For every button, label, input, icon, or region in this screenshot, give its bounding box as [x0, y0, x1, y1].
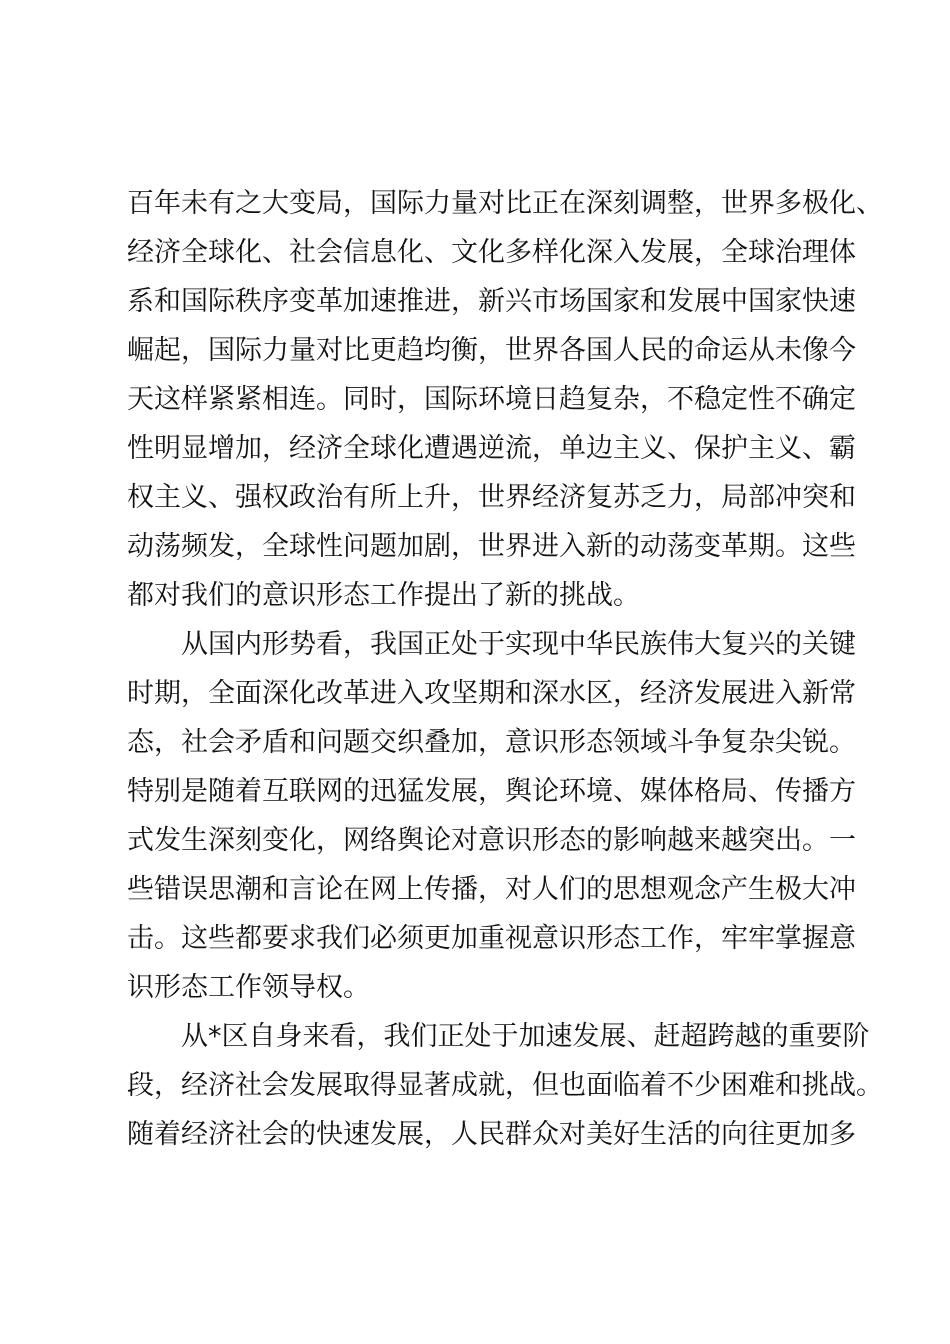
text-line: 式发生深刻变化，网络舆论对意识形态的影响越来越突出。一: [127, 825, 856, 856]
text-line: 特别是随着互联网的迅猛发展，舆论环境、媒体格局、传播方: [127, 776, 856, 807]
text-line: 权主义、强权政治有所上升，世界经济复苏乏力，局部冲突和: [127, 482, 856, 513]
text-line: 识形态工作领导权。: [127, 972, 370, 1003]
text-line: 百年未有之大变局，国际力量对比正在深刻调整，世界多极化、: [127, 188, 883, 219]
text-line: 从国内形势看，我国正处于实现中华民族伟大复兴的关键: [181, 629, 856, 660]
text-line: 都对我们的意识形态工作提出了新的挑战。: [127, 580, 640, 611]
text-line: 些错误思潮和言论在网上传播，对人们的思想观念产生极大冲: [127, 874, 856, 905]
paragraph-3: [127, 1012, 883, 1159]
text-line: 时期，全面深化改革进入攻坚期和深水区，经济发展进入新常: [127, 678, 856, 709]
paragraph-2: [127, 620, 856, 1012]
text-line: 崛起，国际力量对比更趋均衡，世界各国人民的命运从未像今: [127, 335, 856, 366]
text-line: 从*区自身来看，我们正处于加速发展、赶超跨越的重要阶: [181, 1021, 870, 1052]
text-line: 动荡频发，全球性问题加剧，世界进入新的动荡变革期。这些: [127, 531, 856, 562]
text-line: 系和国际秩序变革加速推进，新兴市场国家和发展中国家快速: [127, 286, 856, 317]
text-line: 经济全球化、社会信息化、文化多样化深入发展，全球治理体: [127, 237, 856, 268]
text-line: 段，经济社会发展取得显著成就，但也面临着不少困难和挑战。: [127, 1070, 883, 1101]
document-body: [127, 179, 883, 1159]
text-line: 随着经济社会的快速发展，人民群众对美好生活的向往更加多: [127, 1119, 856, 1150]
paragraph-1: [127, 179, 883, 620]
text-line: 态，社会矛盾和问题交织叠加，意识形态领域斗争复杂尖锐。: [127, 727, 856, 758]
text-line: 天这样紧紧相连。同时，国际环境日趋复杂，不稳定性不确定: [127, 384, 856, 415]
text-line: 击。这些都要求我们必须更加重视意识形态工作，牢牢掌握意: [127, 923, 856, 954]
text-line: 性明显增加，经济全球化遭遇逆流，单边主义、保护主义、霸: [127, 433, 856, 464]
